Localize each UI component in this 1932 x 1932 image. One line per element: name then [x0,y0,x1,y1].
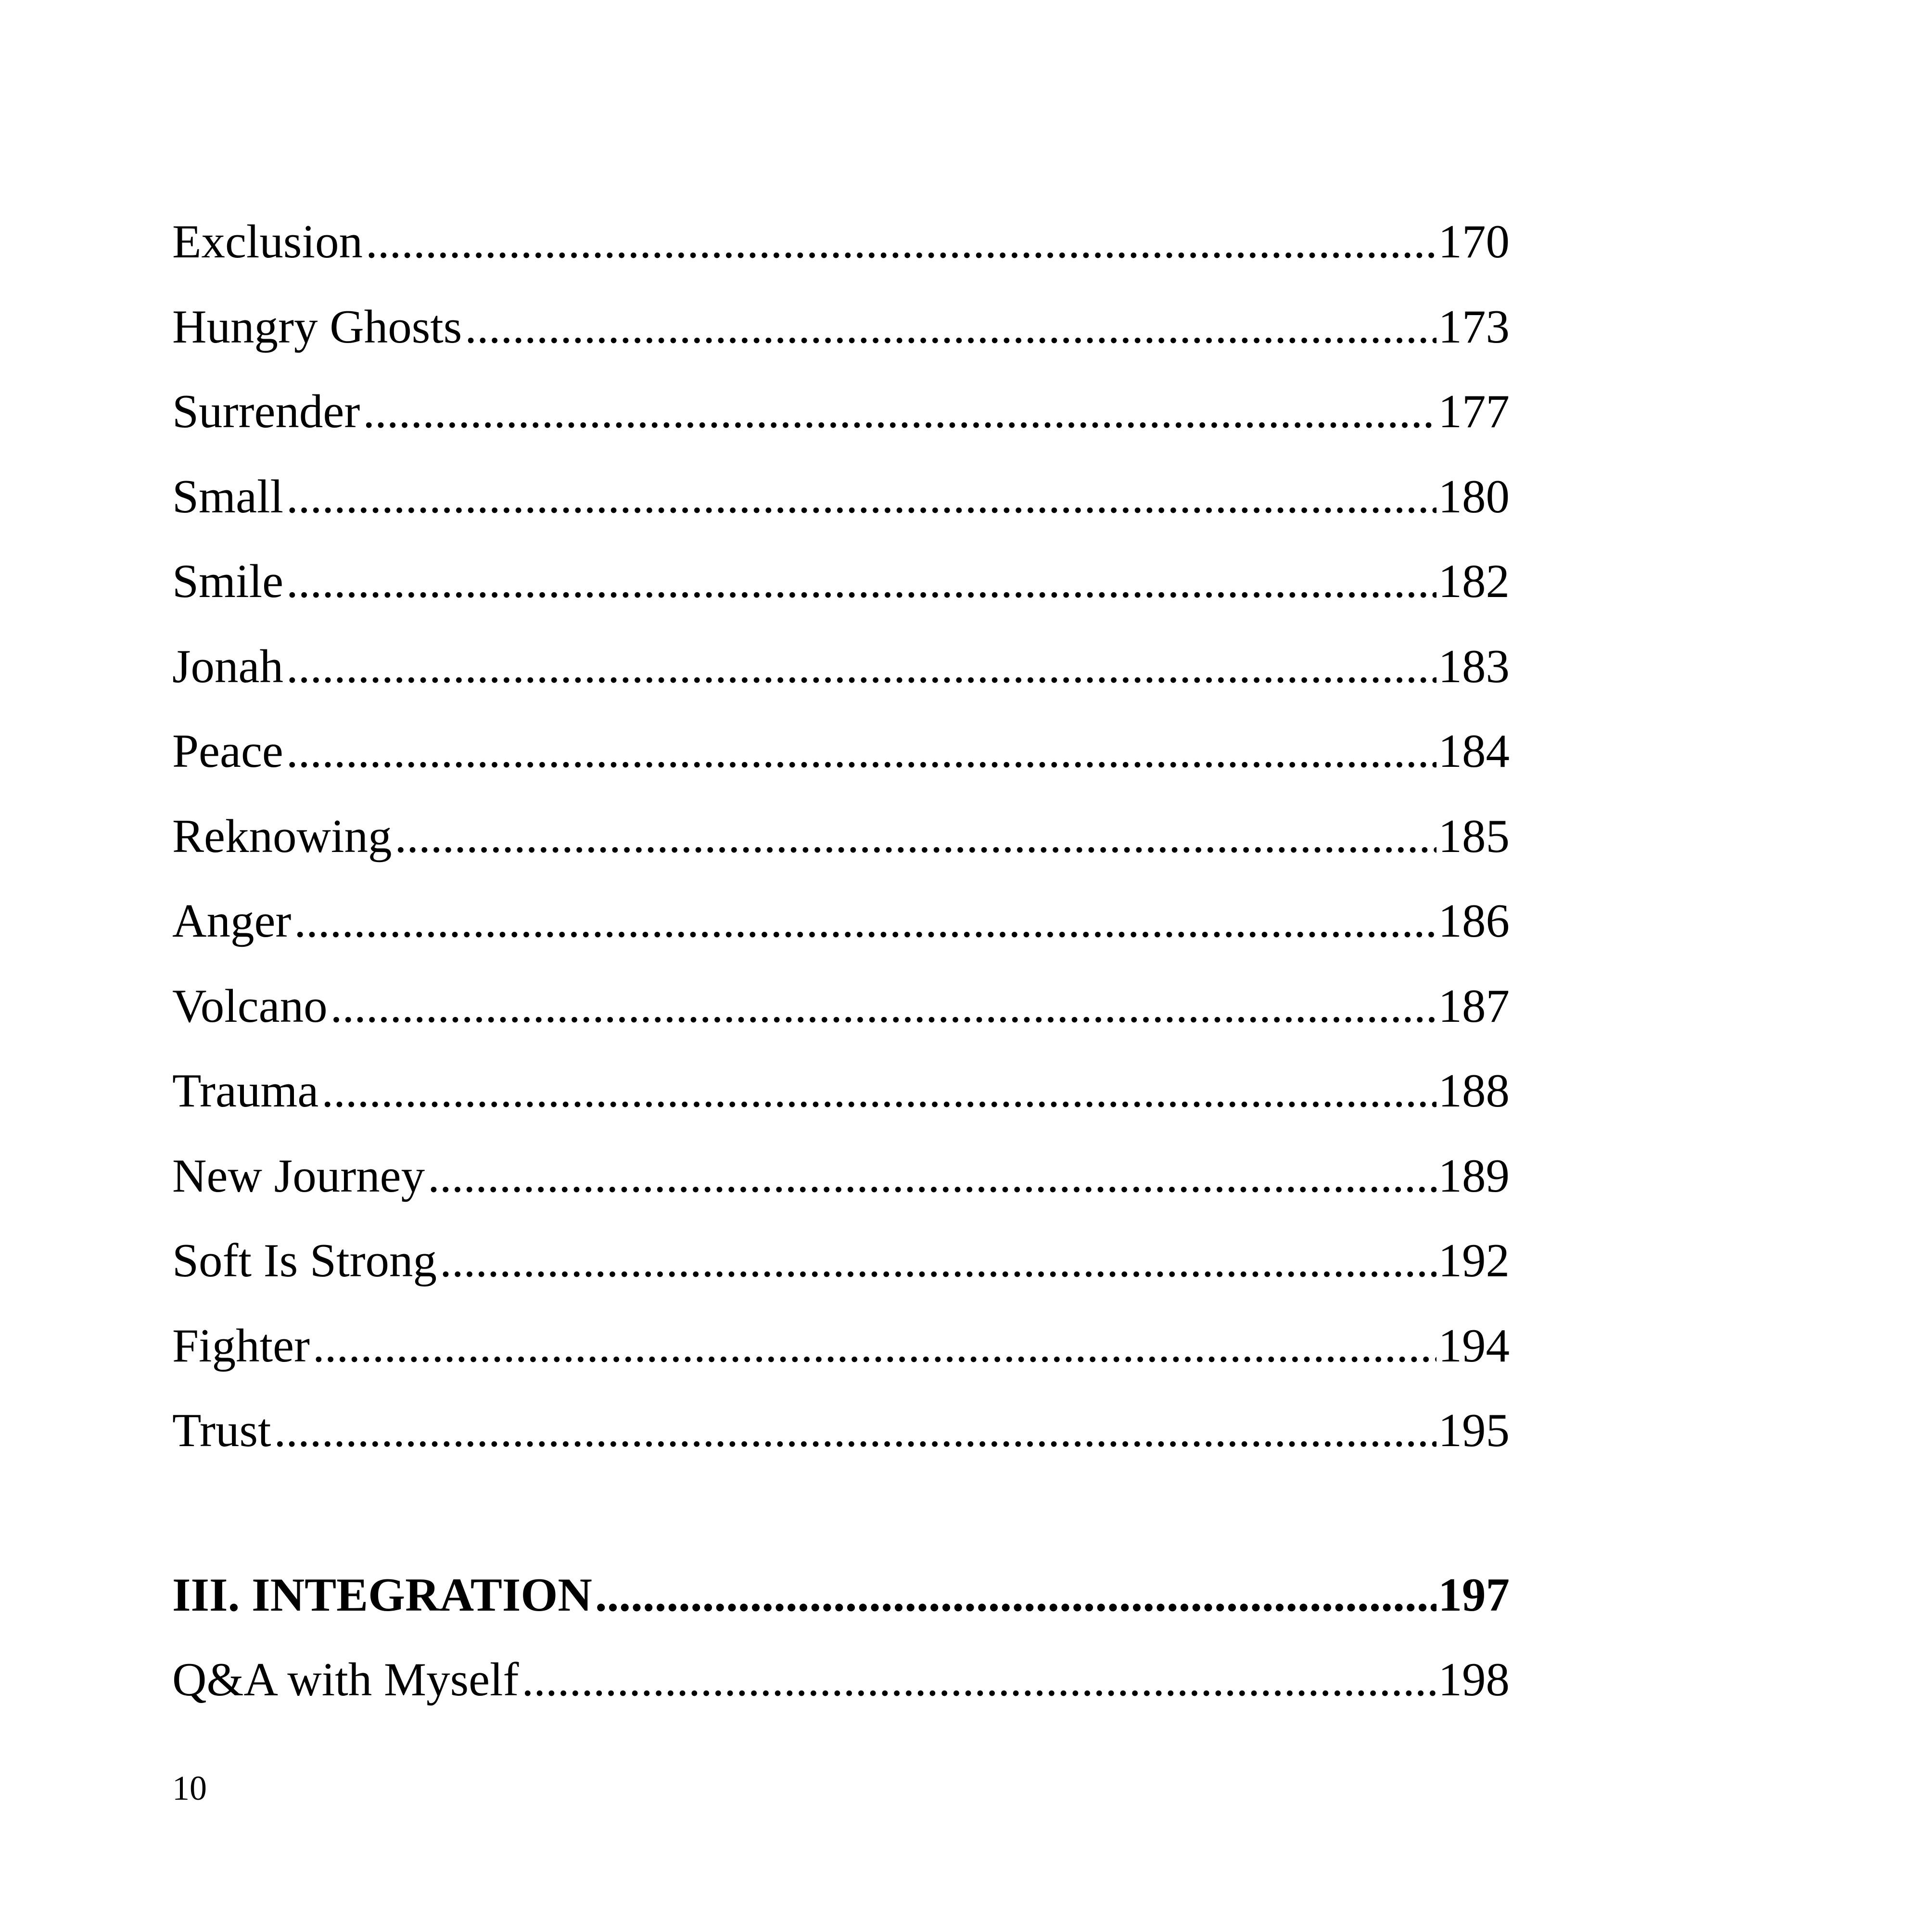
toc-entry[interactable] [172,200,1510,285]
dot-leader [595,1553,1436,1638]
dot-leader [286,455,1436,540]
toc-section-title: III. INTEGRATION [172,1568,592,1621]
toc-entry-title: Smile [172,555,284,608]
toc-entry-page: 192 [1438,1234,1510,1287]
toc-entry-page: 184 [1438,725,1510,777]
toc-entry-title: Volcano [172,979,328,1032]
page-number: 10 [172,1769,207,1807]
dot-leader [313,1304,1436,1389]
toc-entry-page: 173 [1438,300,1510,353]
dot-leader [522,1638,1436,1723]
toc-entry[interactable] [172,1388,1510,1474]
dot-leader [274,1388,1436,1474]
toc-entry-page: 180 [1438,470,1510,523]
dot-leader [394,794,1436,879]
toc-entry-page: 183 [1438,640,1510,693]
toc-entry[interactable] [172,879,1510,964]
toc-entry[interactable] [172,709,1510,794]
toc-section-heading[interactable] [172,1553,1510,1638]
toc-entry[interactable] [172,1304,1510,1389]
toc-entry[interactable] [172,539,1510,624]
toc-entry-page: 189 [1438,1149,1510,1202]
toc-entry-page: 188 [1438,1065,1510,1117]
toc-entry-page: 170 [1438,216,1510,268]
toc-entry-title: Exclusion [172,216,363,268]
toc-entry-title: Anger [172,895,292,947]
toc-entry-title: New Journey [172,1149,425,1202]
toc-entry-title: Surrender [172,385,360,438]
toc-entry-page: 195 [1438,1404,1510,1457]
toc-entry-page: 194 [1438,1319,1510,1372]
table-of-contents [172,200,1510,1723]
dot-leader [294,879,1436,964]
toc-entry-title: Hungry Ghosts [172,300,462,353]
toc-entry-title: Soft Is Strong [172,1234,437,1287]
toc-entry-title: Fighter [172,1319,310,1372]
toc-section-page: 197 [1438,1568,1510,1621]
dot-leader [321,1049,1436,1134]
toc-entry[interactable] [172,1049,1510,1134]
toc-entry[interactable] [172,285,1510,370]
toc-entry-title: Peace [172,725,283,777]
toc-entry-title: Small [172,470,284,523]
dot-leader [465,285,1436,370]
toc-entry-page: 186 [1438,895,1510,947]
toc-entry[interactable] [172,455,1510,540]
toc-entry-title: Trust [172,1404,271,1457]
toc-entry[interactable] [172,1134,1510,1219]
toc-entry-page: 198 [1438,1653,1510,1706]
dot-leader [366,200,1436,285]
dot-leader [330,964,1436,1049]
dot-leader [428,1134,1436,1219]
toc-entry-title: Trauma [172,1065,319,1117]
dot-leader [286,624,1436,710]
toc-entry-title: Jonah [172,640,283,693]
toc-entry[interactable] [172,1219,1510,1304]
toc-entry[interactable] [172,369,1510,455]
dot-leader [286,539,1436,624]
toc-entry-page: 177 [1438,385,1510,438]
toc-entry[interactable] [172,624,1510,710]
dot-leader [363,369,1436,455]
toc-entry[interactable] [172,964,1510,1049]
toc-entry-page: 182 [1438,555,1510,608]
toc-entry[interactable] [172,794,1510,879]
dot-leader [440,1219,1436,1304]
dot-leader [286,709,1436,794]
toc-entry-title: Reknowing [172,810,392,863]
toc-entry-title: Q&A with Myself [172,1653,519,1706]
toc-entry-page: 185 [1438,810,1510,863]
toc-entry-page: 187 [1438,979,1510,1032]
toc-entry[interactable] [172,1638,1510,1723]
